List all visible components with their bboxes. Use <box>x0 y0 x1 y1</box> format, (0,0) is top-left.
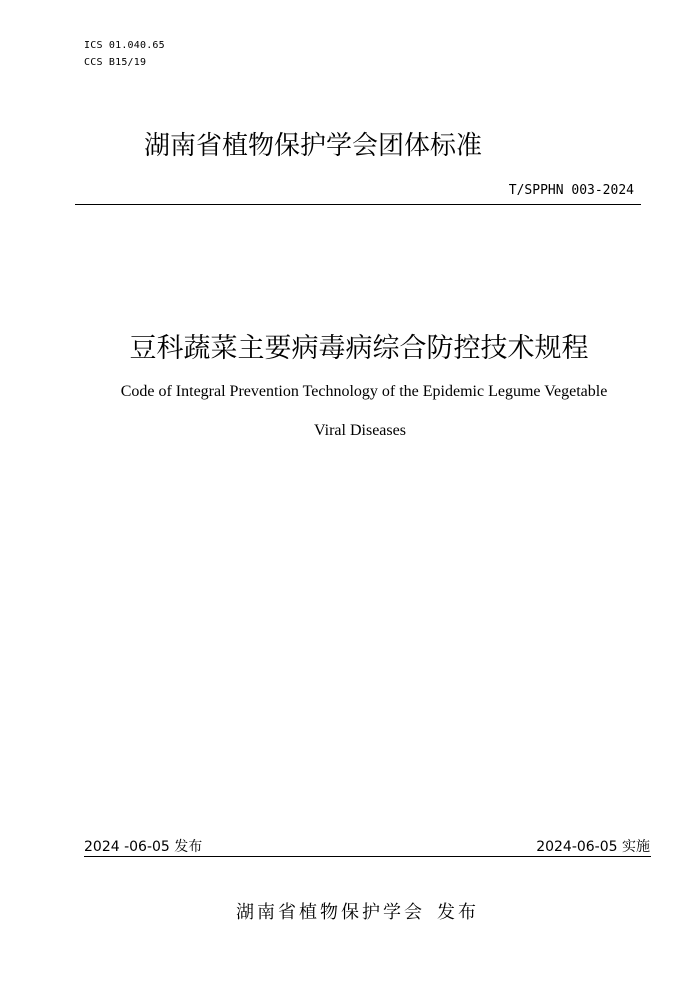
ccs-code: CCS B15/19 <box>84 57 147 68</box>
document-title-en-line2: Viral Diseases <box>314 422 406 439</box>
implement-date: 2024-06-05 实施 <box>536 839 650 855</box>
classification-codes <box>84 37 165 71</box>
footer-divider <box>84 856 651 857</box>
publish-date: 2024 -06-05 发布 <box>84 839 203 855</box>
publisher-line <box>236 900 479 926</box>
standard-number: T/SPPHN 003-2024 <box>508 183 634 198</box>
document-title-zh: 豆科蔬菜主要病毒病综合防控技术规程 <box>129 333 589 364</box>
header-divider <box>75 204 641 205</box>
publisher-action: 发布 <box>437 902 479 923</box>
organization-standard-title: 湖南省植物保护学会团体标准 <box>144 131 483 161</box>
document-title-en-line1: Code of Integral Prevention Technology of the Epidemic Legume Vegetable <box>120 383 608 400</box>
ics-code: ICS 01.040.65 <box>84 40 165 51</box>
publisher-name: 湖南省植物保护学会 <box>236 902 425 923</box>
